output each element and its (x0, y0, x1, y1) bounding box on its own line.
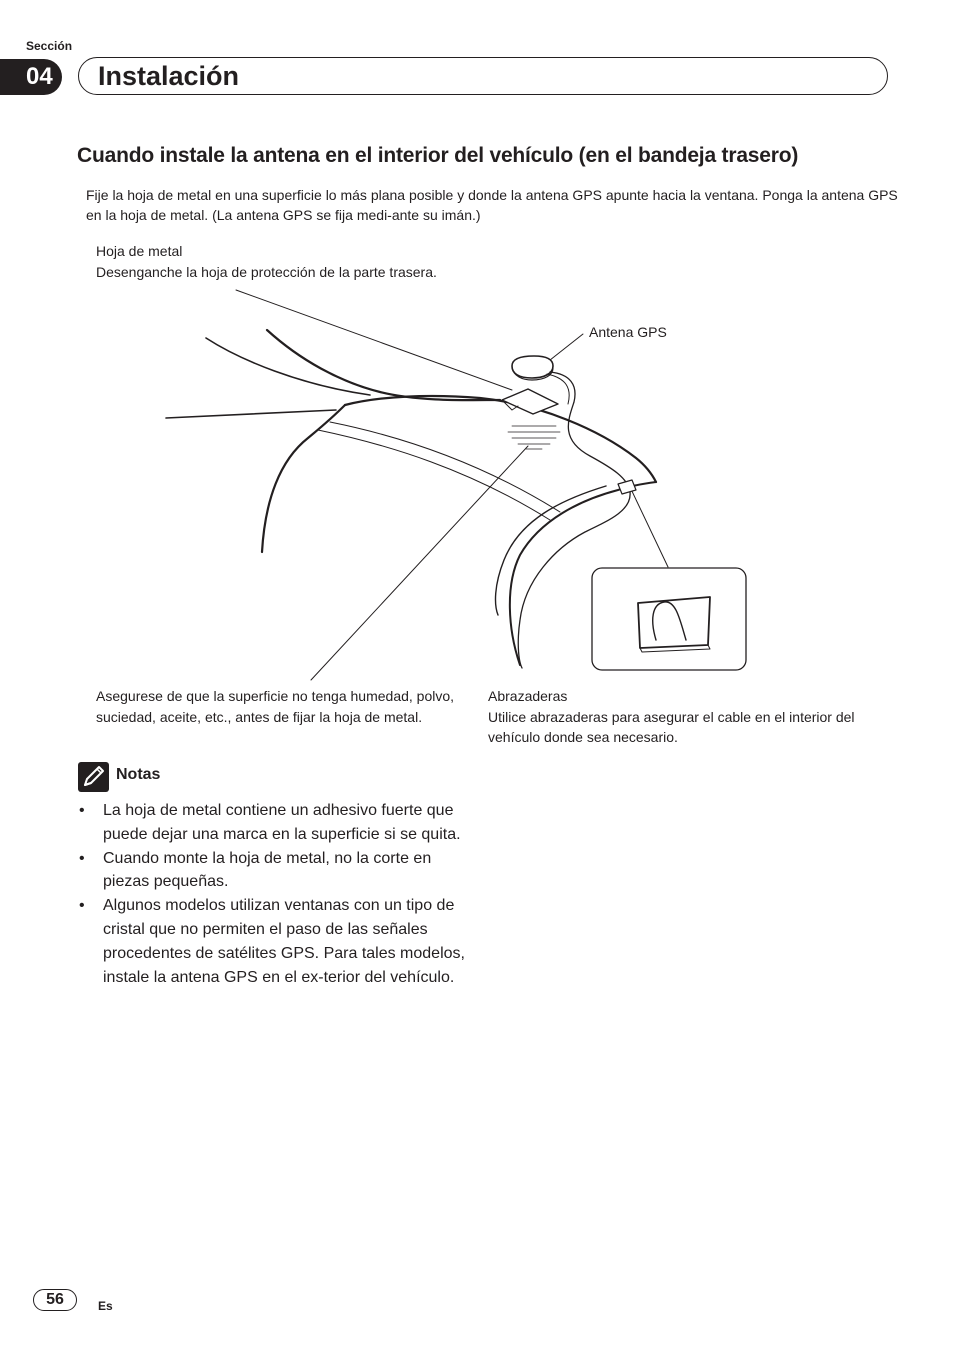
bullet: • (79, 849, 85, 867)
installation-diagram (150, 280, 770, 690)
clamps-title: Abrazaderas (488, 688, 568, 704)
metal-sheet-text: Desenganche la hoja de protección de la parte trasera. (96, 263, 437, 280)
notes-list (78, 799, 468, 989)
intro-paragraph: Fije la hoja de metal en una superficie lo más plana posible y donde la antena GPS apunte hacia la ventana. Ponga la antena GPS en la hoja de metal. (La antena GPS se fija medi-ante su imán.) (86, 187, 898, 223)
metal-sheet-title: Hoja de metal (96, 243, 183, 259)
metal-sheet-callout (96, 241, 437, 282)
roof-line (166, 410, 336, 418)
clamps-callout (488, 686, 888, 748)
shelf-highlight-1 (318, 430, 550, 520)
cable-clamp (618, 480, 636, 494)
note-text: La hoja de metal contiene un adhesivo fuerte que puede dejar una marca en la superficie si se quita. (103, 802, 461, 843)
shelf-left-pillar (262, 405, 345, 552)
shelf-outer-contour (345, 396, 656, 482)
language-code: Es (98, 1299, 113, 1313)
clamp-detail-plate (638, 597, 710, 648)
surface-texture (508, 426, 560, 449)
page-number: 56 (33, 1289, 77, 1311)
clamps-text: Utilice abrazaderas para asegurar el cable en el interior del vehículo donde sea necesario. (488, 708, 855, 745)
shelf-right-inner (496, 486, 606, 615)
gps-antenna-body (512, 356, 553, 378)
section-label: Sección (26, 39, 73, 53)
bullet: • (79, 897, 85, 915)
notes-title: Notas (116, 766, 161, 783)
pencil-icon (78, 762, 109, 792)
window-edge-upper (267, 330, 500, 400)
list-item (78, 847, 468, 895)
section-number-badge: 04 (0, 59, 62, 95)
bullet: • (79, 802, 85, 819)
chapter-title: Instalación (98, 61, 240, 91)
note-text: Algunos modelos utilizan ventanas con un tipo de cristal que no permiten el paso de las señales procedentes de satélites GPS. Para tales modelos, instale la antena GPS en el ex-terior del vehículo. (103, 897, 465, 986)
list-item (78, 799, 468, 847)
clamp-leader-line (630, 487, 668, 567)
antenna-callout: Antena GPS (589, 324, 667, 340)
note-text: Cuando monte la hoja de metal, no la corte en piezas pequeñas. (103, 849, 432, 891)
list-item (78, 894, 468, 989)
page-heading: Cuando instale la antena en el interior del vehículo (en el bandeja trasero) (77, 144, 799, 167)
surface-callout: Asegurese de que la superficie no tenga humedad, polvo, suciedad, aceite, etc., antes de fijar la hoja de metal. (96, 688, 455, 725)
metal-sheet-shape (502, 389, 558, 414)
surface-leader-line (311, 446, 528, 680)
